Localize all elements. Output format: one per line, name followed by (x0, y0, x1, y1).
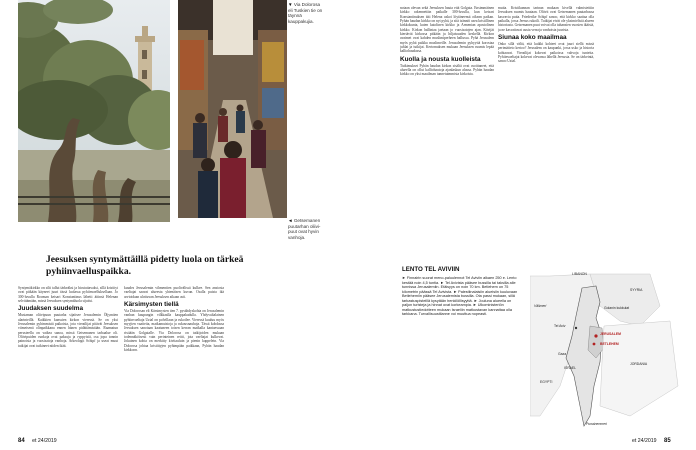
article-column-4 (498, 6, 594, 258)
jerusalem-marker (594, 334, 597, 337)
column-4-text: muita. Kristikunnan tarinan mukaan kivellä valmistettiin Jeesuksen ruumis hautaan. Oliivit ovat Getsemanen puutarhassa kasvavia puita. Friederike Schipf sanoo, että kirkko saattaa olla paikalla, jossa Jeesus rukoili. Tutkijat eivät ole yksimielisiä alueen historiasta. Getsemanen puut voivat olla tuhansien vuosien ikäisiä, ja ne kasvattavat uusia versoja vanhoista juurista. (498, 6, 594, 32)
folio-right: et 24/2019 85 (632, 438, 671, 444)
caption-triangle-icon: ◄ (288, 218, 293, 223)
article-column-2 (124, 286, 224, 436)
via-dolorosa-illustration (178, 0, 287, 218)
column-1-body: Mustaman oliivipuun puutarha sijaitsee Jerusalemin Öljymäen alarinteillä. Kaikkien kanssien kirkon vieressä. Se on yksi Jerusalemin pyhimmistä paikoista, jota vierailijat pitävät Jeesuksen viimeisenä olinpaikkana ennen hänen pidättämistään. Raamatun perusteella on vaikea sanoa, missä Getsemanen tarhaalue oli. Oliivipuiden runkoja ovat paksuja ja ryppyisiä, osa jopa tonnin painoisia ja vuosisatoja vanhoja. Arkeologit Schipf ja useat muut tutkijat ovat tutkineet niiden ikää. (18, 313, 118, 348)
subheading-kuolla: Kuolla ja nousta kuolleista (400, 55, 481, 63)
subheading-karsimysten-tie: Kärsimysten tiellä (124, 301, 179, 309)
map-label-punainenmeri: Punainenmeri (586, 422, 607, 426)
map-israel (530, 266, 680, 434)
photo-olive-grove (18, 0, 170, 222)
tel-aviv-marker (575, 327, 577, 329)
map-label-gaza: Gaza (558, 352, 567, 356)
map-label-syyria: SYYRIA (630, 288, 643, 292)
factbox-text: ► Finnairin suorat meno-paluulennot Tel Aviviin alkaen 250 e. Lento kestää noin 4,5 tuntia. ► Tel Avivista pääsee bussilla tai taksilla alle tunnissa Jerusalemiin. Etäisyys on noin 70 km. Betlehem on 75 kilometrin päässä Tel Avivista. ► Palestiinalaisiin alueisiin kuuluvaan Betlehemiin pääsee Jerusalemista bussilla. Ota passi mukaan, sillä tarkastuspisteillä kysytään henkilöllisyyttä. ► Jouluna alueella on paljon turisteja ja hinnat ovat korkeampia. ► Ulkoministeriön matkustustiedotteen mukaan Israeliin matkustavan kannattaa olla tarkkana. Turvallisuustilanne voi muuttua nopeasti. (402, 276, 518, 317)
column-3-text: notaan olevan sekä Jeesuksen hauta että Golgata. Ensimmäinen kirkko rakennettiin paikalle 300-luvulla, kun keisari Konstantinuksen äiti Helena uskoi löytäneensä oikean paikan. Pyhän haudan kirkko on nyt pyhä, ja sitä isännöi usea kristillinen kirkkokunta, kuten katolinen kirkko ja Armenian apostolinen kirkko. Kirkon hallintaa jaetaan jo vuosisatojen ajan. Kävijät kiertävät kirkossa pitkään ja hiljaisuuden keskellä. Kirkon avaimet ovat kahden muslimiperheen hallussa. Pyhä Jerusalem myös pyhä paikka muslimeille. Jerusalemin pyhyyttä korostaa juhlat ja tutkijat. Kertomuksen mukaan Jeesuksen ruumis lepää kalliohaudassa. (400, 6, 494, 54)
caption-via-dolorosa: ▼ Via Dolorosa eli Tuskien tie on täynnä kauppakujia. (288, 2, 323, 24)
betlehem-marker (593, 343, 596, 346)
subheading-siunaa: Siunaa koko maailmaa (498, 34, 567, 42)
map-label-israel: ISRAEL (564, 366, 577, 370)
column-2-body: Via Dolorosan eli Kärsimysten tien 7. pysähdyskohta on Jerusalemin vanhan kaupungin vilkkaalla kauppakadulla. Yhdyvaltalainen pyhiinvaeltaja Uzial on polvillaan ja rukoilee. Vieressä kuuluu myös myyjien vaatteita, matkamuistoja ja rukousnauhoja. Tässä kohdassa Jeesuksen sanotaan kaatuneen toisen kerran matkalla kantaessaan ristiään Golgatalle. Via Dolorosa on tutkijoiden mukaan todennäköisesti vain perinteinen reitti, jota vaeltajat kulkevat. Jokainen kohta on merkitty kivitauluin ja pienin kappelein. Via Dolorosa johtaa kristittyjen pyhimpään paikkaan, Pyhän haudan kirkkoon. (124, 309, 224, 353)
map-label-jerusalem: JERUSALEM (600, 332, 621, 336)
article-column-3 (400, 6, 494, 258)
map-label-egypti: EGYPTI (540, 380, 553, 384)
column-2-intro: kuudes Jerusalemin vihmentien puolivälissä kulkee. Sen ansiosta vaeltajat saavat alueesta yhtenäisen kuvan. Osalla puista ikä arvioidaan ulottuvan Jeesuksen aikaan asti. (124, 286, 224, 299)
photo-via-dolorosa (178, 0, 287, 218)
column-1-intro: Syntymäkirkko on silti tallut tärkeäksi ja hiostuttavaksi, sillä kristityt ovat pitkään käyneet juuri tässä luolassa pyhiinvaelluksellaan. Jo 300-luvulla Rooman keisari Konstantinus lähetti äitinsä Helenan selvittämään, missä Jeesuksen syntymäluola sijaitsi. (18, 286, 118, 304)
headline: Jeesuksen syntymättäillä pidetty luola on tärkeä pyhiinvaelluspaikka. (46, 254, 244, 277)
map-label-golan: Golanin kukkulat (604, 306, 630, 310)
map-label-jordania: JORDANIA (630, 362, 648, 366)
olive-grove-illustration (18, 0, 170, 222)
map-label-betlehem: BETLEHEM (600, 342, 619, 346)
map-outline (530, 266, 680, 434)
subheading-juudas: Juudaksen suudelma (18, 305, 83, 313)
caption-olive-trees: ◄ Getsemanen puutarhan oliivi-puut ovat hyvin vanhoja. (288, 218, 321, 240)
factbox-title: LENTO TEL AVIVIIN (402, 266, 460, 273)
article-column-1 (18, 286, 118, 436)
map-label-tel-aviv: Tel Aviv (554, 324, 566, 328)
factbox (402, 266, 522, 434)
folio-left: 84 et 24/2019 (18, 438, 57, 444)
caption-triangle-icon: ▼ (288, 2, 293, 7)
map-label-valimeri: Välimeri (534, 304, 547, 308)
column-3-body: Tutkimukset Pyhän haudan kirkon sisältä ovat osoittaneet, että alueella on ollut kalliohautoja ajanlaskun alussa. Pyhän haudan kirkko on yksi maailman tunnetuimmista kirkoista. (400, 63, 494, 77)
column-4-body: Onko sillä väliä, että kaikki kohteet ovat juuri siellä missä perimätieto kertoo? Jerusalem on kaupunki, jossa usko ja historia kohtaavat. Vierailijat kokevat paikoissa vahvoja tunteita. Pyhiinvaeltajat kokevat olevansa lähellä Jeesusta. Se on tärkeintä, sanoo Uzial. (498, 42, 594, 64)
map-label-libanon: LIBANON (572, 272, 587, 276)
